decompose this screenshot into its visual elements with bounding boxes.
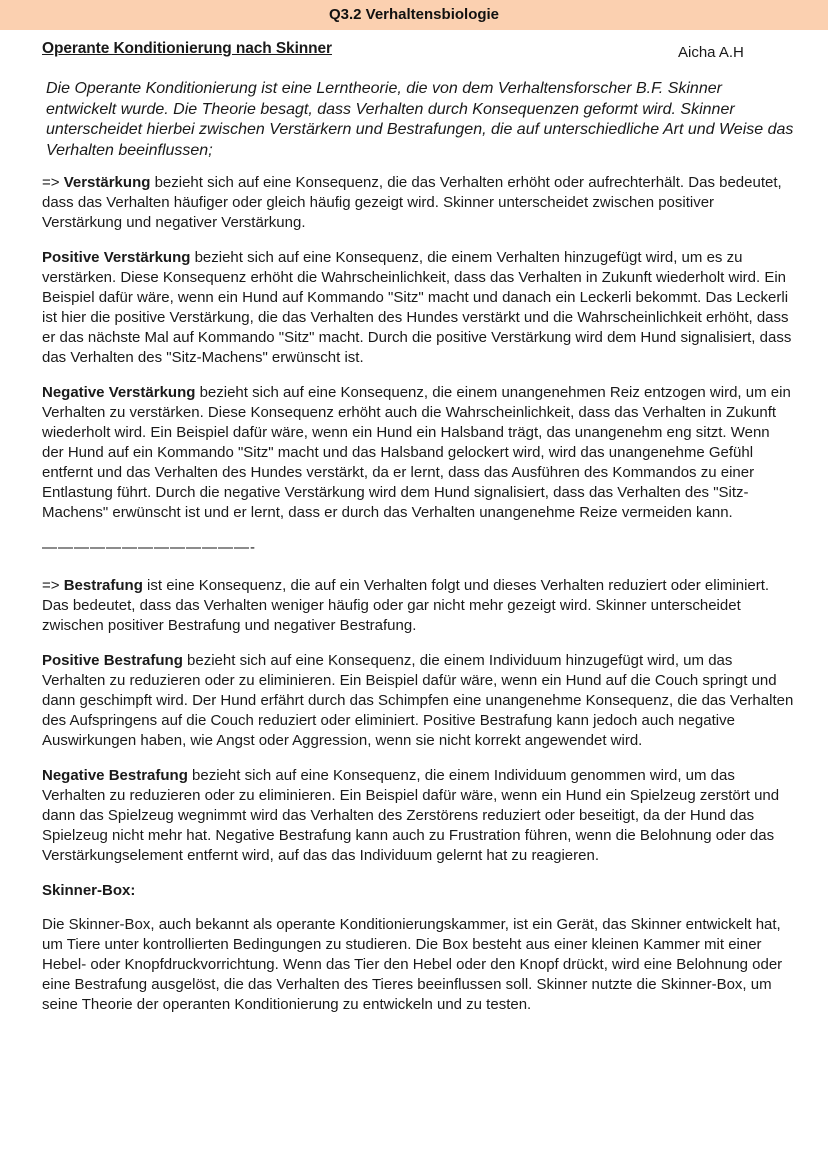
intro-paragraph: Die Operante Konditionierung ist eine Lerntheorie, die von dem Verhaltensforscher B.F. Skinner entwickelt wurde. Die Theorie besagt, dass Verhalten durch Konsequenzen geformt wird. Skinner unterscheidet hierbei zwischen Verstärkern und Bestrafungen, die auf unterschiedliche Art und Weise das Verhalten beeinflussen;	[46, 80, 794, 159]
positive-verstaerkung-text: bezieht sich auf eine Konsequenz, die einem Verhalten hinzugefügt wird, um es zu verstärken. Diese Konsequenz erhöht die Wahrscheinlichkeit, dass das Verhalten in Zukunft wiederholt wird. Ein Beispiel dafür wäre, wenn ein Hund auf Kommando "Sitz" macht und danach ein Leckerli bekommt. Das Leckerli ist hier die positive Verstärkung, die das Verhalten des Hundes verstärkt und die Wahrscheinlichkeit erhöht, dass er das nächste Mal auf Kommando "Sitz" macht. Durch die positive Verstärkung wird dem Hund signalisiert, dass das Verhalten des "Sitz-Machens" erwünscht ist.	[42, 249, 792, 366]
document-title: Operante Konditionierung nach Skinner	[42, 40, 332, 57]
term-negative-bestrafung: Negative Bestrafung	[42, 767, 188, 784]
separator-line: —————————————-	[42, 539, 256, 556]
author-name: Aicha A.H	[678, 44, 744, 61]
negative-bestrafung-text: bezieht sich auf eine Konsequenz, die einem Individuum genommen wird, um das Verhalten zu reduzieren oder zu eliminieren. Ein Beispiel dafür wäre, wenn ein Hund ein Spielzeug zerstört und dann das Spielzeug wegnimmt wird das Verhalten des Zerstörens reduziert oder beseitigt, da der Hund das Spielzeug nicht mehr hat. Negative Bestrafung kann auch zu Frustration führen, wenn die Belohnung oder das Verstärkungselement entfernt wird, auf das das Individuum gelernt hat zu reagieren.	[42, 767, 780, 864]
negative-verstaerkung-text: bezieht sich auf eine Konsequenz, die einem unangenehmen Reiz entzogen wird, um ein Verhalten zu verstärken. Diese Konsequenz erhöht auch die Wahrscheinlichkeit, dass das Verhalten in Zukunft wiederholt wird. Ein Beispiel dafür wäre, wenn ein Hund ein Halsband trägt, das unangenehm eng sitzt. Wenn der Hund auf ein Kommando "Sitz" macht und das Halsband gelockert wird, wird das unangenehme Gefühl entfernt und das Verhalten des Hundes verstärkt, da er lernt, dass das Ausführen des Kommandos zu einer Entlastung führt. Durch die negative Verstärkung wird dem Hund signalisiert, dass das Verhalten des "Sitz-Machens" erwünscht ist und er lernt, dass er durch das Verhalten unangenehme Reize vermeiden kann.	[42, 384, 791, 521]
document-body	[42, 79, 794, 1030]
course-title: Q3.2 Verhaltensbiologie	[328, 6, 500, 23]
skinner-box-paragraph: Die Skinner-Box, auch bekannt als operante Konditionierungskammer, ist ein Gerät, das Skinner entwickelt hat, um Tiere unter kontrollierten Bedingungen zu studieren. Die Box besteht aus einer kleinen Kammer mit einer Hebel- oder Knopfdruckvorrichtung. Wenn das Tier den Hebel oder den Knopf drückt, wird eine Belohnung oder eine Bestrafung ausgelöst, die das Verhalten des Tieres beeinflussen soll. Skinner nutzte die Skinner-Box, um seine Theorie der operanten Konditionierung zu entwickeln und zu testen.	[42, 916, 783, 1013]
arrow-prefix: =>	[42, 577, 64, 594]
term-negative-verstaerkung: Negative Verstärkung	[42, 384, 196, 401]
verstaerkung-paragraph	[42, 173, 794, 233]
term-bestrafung: Bestrafung	[63, 577, 143, 594]
positive-bestrafung-paragraph	[42, 651, 794, 751]
verstaerkung-text: bezieht sich auf eine Konsequenz, die das Verhalten erhöht oder aufrechterhält. Das bedeutet, dass das Verhalten häufiger oder gleich häufig gezeigt wird. Skinner unterscheidet zwischen positiver Verstärkung und negativer Verstärkung.	[42, 174, 782, 231]
positive-verstaerkung-paragraph	[42, 248, 794, 368]
bestrafung-paragraph	[42, 576, 794, 636]
negative-bestrafung-paragraph	[42, 766, 794, 866]
positive-bestrafung-text: bezieht sich auf eine Konsequenz, die einem Individuum hinzugefügt wird, um das Verhalten zu reduzieren oder zu eliminieren. Ein Beispiel dafür wäre, wenn ein Hund auf die Couch springt und dann geschimpft wird. Der Hund erfährt durch das Schimpfen eine unangenehme Konsequenz, die das Verhalten des Aufspringens auf die Couch reduziert oder eliminiert. Positive Bestrafung kann jedoch auch negative Auswirkungen haben, wie Angst oder Aggression, wenn sie nicht korrekt angewendet wird.	[42, 652, 794, 749]
term-positive-verstaerkung: Positive Verstärkung	[42, 249, 191, 266]
term-verstaerkung: Verstärkung	[63, 174, 151, 191]
skinner-box-heading: Skinner-Box:	[42, 882, 136, 899]
negative-verstaerkung-paragraph	[42, 383, 794, 523]
bestrafung-text: ist eine Konsequenz, die auf ein Verhalten folgt und dieses Verhalten reduziert oder eliminiert. Das bedeutet, dass das Verhalten weniger häufig oder gar nicht mehr gezeigt wird. Skinner unterscheidet zwischen positiver Bestrafung und negativer Bestrafung.	[42, 577, 770, 634]
arrow-prefix: =>	[42, 174, 64, 191]
header-bar	[0, 0, 828, 30]
term-positive-bestrafung: Positive Bestrafung	[42, 652, 183, 669]
